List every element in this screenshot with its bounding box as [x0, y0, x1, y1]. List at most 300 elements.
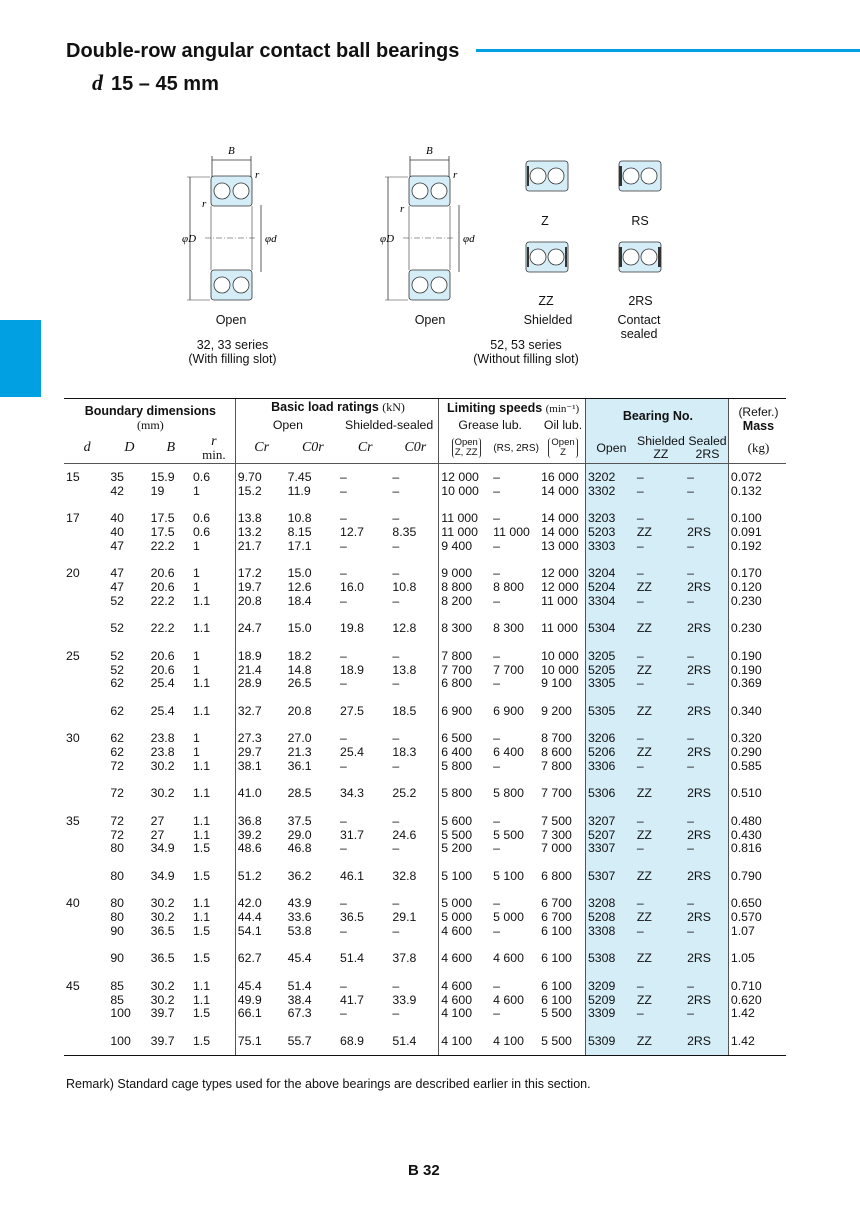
cell-cr: 19.7 — [235, 581, 285, 595]
cell-cr2: 27.5 — [340, 703, 364, 718]
cell-c0r: 15.0 — [287, 621, 312, 636]
cell-D: 80 — [110, 896, 125, 911]
cell-B: 36.5 — [150, 951, 175, 966]
cell-B: 34.9 — [150, 841, 175, 856]
table-row — [64, 732, 786, 746]
remark-text: Remark) Standard cage types used for the above bearings are described earlier in this section. — [66, 1077, 591, 1091]
cell-B: 30.2 — [150, 896, 175, 911]
table-row — [64, 581, 786, 595]
cell-c0r2: – — [392, 978, 400, 993]
cell-g1: 4 600 — [439, 980, 491, 994]
cell-cr2: 18.9 — [340, 662, 364, 677]
cell-g2: – — [493, 593, 501, 608]
cell-zz: ZZ — [635, 746, 685, 760]
table-row — [64, 512, 786, 526]
cell-D: 85 — [110, 978, 125, 993]
cell-c0r: 33.6 — [287, 910, 312, 924]
cell-cr2: 12.7 — [340, 525, 364, 539]
cell-c0r2: 8.35 — [392, 525, 417, 539]
table-row — [64, 746, 786, 760]
cell-zz: – — [635, 595, 685, 609]
cell-B: 23.8 — [150, 731, 175, 746]
cell-cr2: – — [340, 923, 347, 938]
cell-d — [64, 1007, 108, 1021]
table-row — [64, 980, 786, 994]
bearing-rs-icon — [618, 160, 663, 192]
table-row — [64, 677, 786, 691]
cell-zz: ZZ — [635, 994, 685, 1008]
cell-zz: – — [635, 567, 685, 581]
title-rule — [476, 49, 860, 52]
cell-oil: 14 000 — [541, 511, 579, 526]
cell-rs: – — [685, 760, 728, 774]
table-row — [64, 705, 786, 719]
cell-bn: 3308 — [585, 925, 634, 939]
cell-rs: 2RS — [685, 787, 728, 801]
cell-g2: – — [493, 813, 501, 828]
cell-D: 40 — [110, 511, 125, 526]
cell-B: 27 — [150, 813, 165, 828]
cell-rs: – — [685, 815, 728, 829]
cell-bn: 5306 — [585, 787, 634, 801]
cell-cr2: – — [340, 813, 347, 828]
bearing-zz-icon — [525, 241, 570, 273]
cell-D: 35 — [110, 470, 125, 484]
cell-zz: ZZ — [635, 870, 685, 884]
cell-zz: – — [635, 1007, 685, 1021]
cell-zz: – — [635, 512, 685, 526]
cell-cr2: – — [340, 593, 347, 608]
cell-cr: 24.7 — [235, 622, 285, 636]
cell-g2: 6 400 — [493, 745, 524, 759]
cell-cr: 62.7 — [235, 952, 285, 966]
cell-bn: 3302 — [585, 485, 634, 499]
cell-oil: 12 000 — [541, 566, 579, 581]
cell-d — [64, 787, 108, 801]
cell-g1: 6 900 — [439, 705, 491, 719]
cell-d: 20 — [66, 566, 80, 581]
cell-cr2: – — [340, 896, 347, 911]
cell-cr: 28.9 — [235, 677, 285, 691]
bearing-diagram-52-53 — [373, 140, 483, 310]
col-B: B — [149, 433, 191, 464]
cell-oil: 6 800 — [541, 868, 572, 883]
cell-mass: 0.192 — [728, 540, 786, 554]
cell-B: 30.2 — [150, 992, 175, 1007]
col-D: D — [108, 433, 148, 464]
cell-g1: 8 200 — [439, 595, 491, 609]
right-note-caption: (Without filling slot) — [473, 352, 579, 366]
cell-r: 1 — [192, 648, 200, 663]
table-row — [64, 622, 786, 636]
cell-c0r2: 10.8 — [392, 580, 417, 594]
left-open-caption: Open — [215, 313, 247, 327]
table-row — [64, 870, 786, 884]
cell-c0r2: 51.4 — [390, 1035, 438, 1055]
cell-zz: ZZ — [635, 705, 685, 719]
spacer-row — [64, 856, 786, 870]
open-subheader: Open — [235, 416, 338, 433]
cell-mass: 0.100 — [728, 512, 786, 526]
cell-g1: 10 000 — [439, 485, 491, 499]
spacer-row — [64, 966, 786, 980]
cell-c0r2: – — [392, 758, 400, 773]
cell-cr2: 41.7 — [340, 992, 364, 1007]
cell-cr2: – — [340, 648, 347, 663]
cell-cr2: 31.7 — [340, 827, 364, 842]
cell-zz: ZZ — [635, 787, 685, 801]
cell-zz: – — [635, 980, 685, 994]
cell-c0r: 20.8 — [287, 703, 312, 718]
cell-rs: – — [685, 485, 728, 499]
cell-mass: 0.620 — [728, 994, 786, 1008]
cell-oil: 5 500 — [539, 1035, 585, 1055]
cell-D: 85 — [110, 992, 125, 1007]
cell-zz: – — [635, 650, 685, 664]
cell-zz: – — [635, 485, 685, 499]
table-row — [64, 952, 786, 966]
cell-c0r2: – — [392, 1006, 400, 1021]
cell-c0r: 37.5 — [287, 813, 312, 828]
cell-cr: 13.8 — [235, 512, 285, 526]
cell-mass: 1.05 — [728, 952, 786, 966]
cell-bn: 3204 — [585, 567, 634, 581]
cell-cr2: – — [340, 483, 347, 498]
cell-mass: 0.230 — [728, 595, 786, 609]
cell-r: 1.1 — [192, 676, 211, 691]
cell-c0r2: – — [392, 511, 400, 526]
left-note-caption: (With filling slot) — [188, 352, 277, 366]
cell-bn: 5205 — [585, 664, 634, 678]
cell-B: 20.6 — [150, 648, 175, 663]
cell-mass: 0.790 — [728, 870, 786, 884]
cell-g2: 4 600 — [493, 992, 524, 1007]
col-speed-open-z: Open Z, ZZ — [439, 433, 491, 464]
col-speed-rs: (RS, 2RS) — [491, 433, 539, 464]
cell-r: 1.5 — [192, 841, 211, 856]
subtitle-symbol: d — [92, 70, 103, 95]
cell-mass: 0.510 — [728, 787, 786, 801]
cell-rs: – — [685, 732, 728, 746]
cell-oil: 10 000 — [541, 648, 579, 663]
spacer-row — [64, 884, 786, 898]
cell-d — [64, 760, 108, 774]
cell-g1: 4 100 — [439, 1007, 491, 1021]
cell-g2: – — [493, 978, 501, 993]
cell-zz: – — [635, 897, 685, 911]
cell-zz: – — [635, 815, 685, 829]
cell-c0r2: – — [392, 731, 400, 746]
table-row — [64, 1035, 786, 1055]
cell-d — [64, 622, 108, 636]
cell-mass: 0.320 — [728, 732, 786, 746]
cell-mass: 0.091 — [728, 526, 786, 540]
cell-oil: 11 000 — [541, 593, 578, 608]
cell-d — [64, 952, 108, 966]
cell-cr: 45.4 — [235, 980, 285, 994]
cell-D: 62 — [110, 745, 125, 759]
cell-oil: 6 100 — [541, 992, 572, 1007]
svg-text:φd: φd — [265, 233, 277, 245]
cell-rs: 2RS — [685, 705, 728, 719]
cell-zz: ZZ — [635, 829, 685, 843]
cell-g1: 8 800 — [439, 581, 491, 595]
cell-B: 30.2 — [150, 786, 175, 801]
cell-g2: – — [493, 896, 501, 911]
cell-bn: 5308 — [585, 952, 634, 966]
cell-g1: 5 000 — [439, 911, 491, 925]
cell-cr2: – — [340, 1006, 347, 1021]
cell-D: 62 — [110, 731, 125, 746]
cell-oil: 12 000 — [541, 580, 579, 594]
cell-rs: – — [685, 980, 728, 994]
table-row — [64, 760, 786, 774]
cell-oil: 7 700 — [541, 786, 572, 801]
cell-zz: – — [635, 732, 685, 746]
zz-caption: ZZ — [538, 294, 554, 308]
cell-zz: ZZ — [635, 664, 685, 678]
cell-cr: 29.7 — [235, 746, 285, 760]
table-row — [64, 829, 786, 843]
cell-oil: 9 100 — [541, 676, 572, 691]
cell-c0r2: – — [392, 483, 400, 498]
svg-text:r: r — [453, 169, 458, 181]
cell-cr: 21.4 — [235, 664, 285, 678]
col-c0r-shielded: C0r — [390, 433, 438, 464]
cell-rs: 2RS — [685, 870, 728, 884]
cell-mass: 0.290 — [728, 746, 786, 760]
table-row — [64, 787, 786, 801]
cell-oil: 6 700 — [541, 910, 572, 924]
cell-c0r: 18.4 — [287, 593, 312, 608]
cell-g2: 5 100 — [493, 868, 524, 883]
cell-c0r2: 13.8 — [392, 662, 417, 677]
col-mass-unit: (kg) — [728, 433, 786, 464]
cell-g1: 6 800 — [439, 677, 491, 691]
cell-c0r: 26.5 — [287, 676, 312, 691]
cell-mass: 0.650 — [728, 897, 786, 911]
cell-c0r2: – — [392, 841, 400, 856]
cell-g1: 5 100 — [439, 870, 491, 884]
cell-r: 1.5 — [192, 951, 211, 966]
cell-bn: 3309 — [585, 1007, 634, 1021]
shielded-sealed-subheader: Shielded-sealed — [345, 417, 434, 432]
cell-d — [64, 911, 108, 925]
section-tab — [0, 320, 41, 397]
cell-oil: 7 300 — [541, 827, 572, 842]
cell-oil: 8 600 — [541, 745, 572, 759]
cell-d — [64, 1035, 108, 1055]
cell-g1: 5 800 — [439, 760, 491, 774]
table-body — [64, 464, 786, 1056]
page-subtitle — [92, 70, 219, 96]
spacer-row — [64, 719, 786, 733]
rs-caption: RS — [631, 214, 649, 228]
cell-rs: – — [685, 925, 728, 939]
cell-cr2: 46.1 — [340, 868, 364, 883]
table-row — [64, 567, 786, 581]
cell-cr2: – — [340, 731, 347, 746]
dim-B-label: B — [228, 145, 235, 157]
cell-d — [64, 664, 108, 678]
svg-text:φD: φD — [380, 233, 395, 245]
cell-B: 34.9 — [150, 868, 175, 883]
cell-r: 1 — [192, 538, 200, 553]
table-row — [64, 526, 786, 540]
svg-text:φD: φD — [182, 233, 197, 245]
cell-rs: 2RS — [685, 911, 728, 925]
col-d: d — [64, 433, 108, 464]
z-caption: Z — [541, 214, 549, 228]
cell-d — [64, 485, 108, 499]
col-bn-open: Open — [585, 433, 634, 464]
2rs-sub1-caption: Contact — [617, 313, 661, 327]
table-row — [64, 664, 786, 678]
cell-cr: 20.8 — [235, 595, 285, 609]
cell-B: 27 — [150, 827, 165, 842]
cell-g1: 7 800 — [439, 650, 491, 664]
cell-bn: 3203 — [585, 512, 634, 526]
cell-g1: 5 000 — [439, 897, 491, 911]
cell-cr: 38.1 — [235, 760, 285, 774]
cell-cr2: – — [340, 758, 347, 773]
cell-D: 52 — [110, 593, 125, 608]
cell-B: 23.8 — [150, 745, 175, 759]
cell-D: 90 — [110, 923, 125, 938]
cell-oil: 16 000 — [541, 470, 579, 484]
cell-c0r2: – — [392, 593, 400, 608]
cell-B: 20.6 — [150, 566, 175, 581]
cell-oil: 8 700 — [541, 731, 572, 746]
cell-cr: 75.1 — [235, 1035, 285, 1055]
page-title: Double-row angular contact ball bearings — [66, 40, 460, 62]
svg-text:r: r — [202, 198, 207, 210]
cell-cr2: 25.4 — [340, 745, 364, 759]
cell-g1: 11 000 — [439, 512, 491, 526]
cell-g1: 4 600 — [439, 994, 491, 1008]
cell-c0r: 14.8 — [287, 662, 312, 677]
col-cr: Cr — [235, 433, 285, 464]
cell-B: 30.2 — [150, 910, 175, 924]
cell-c0r2: 24.6 — [392, 827, 417, 842]
cell-c0r2: – — [392, 896, 400, 911]
cell-rs: – — [685, 567, 728, 581]
cell-cr: 39.2 — [235, 829, 285, 843]
cell-c0r: 18.2 — [287, 648, 312, 663]
cell-r: 1.5 — [192, 868, 211, 883]
left-series-caption: 32, 33 series — [196, 338, 269, 352]
cell-g1: 4 100 — [439, 1035, 491, 1055]
cell-g2: 8 800 — [493, 580, 524, 594]
cell-r: 1.1 — [192, 621, 211, 636]
cell-rs: 2RS — [685, 829, 728, 843]
cell-zz: – — [635, 925, 685, 939]
cell-c0r2: 18.3 — [392, 745, 417, 759]
cell-g2: – — [493, 923, 501, 938]
cell-g1: 4 600 — [439, 952, 491, 966]
cell-bn: 5307 — [585, 870, 634, 884]
cell-cr: 66.1 — [235, 1007, 285, 1021]
cell-rs: – — [685, 512, 728, 526]
cell-bn: 3208 — [585, 897, 634, 911]
cell-oil: 6 100 — [541, 978, 572, 993]
cell-g2: – — [493, 1006, 501, 1021]
cell-r: 1.5 — [192, 923, 211, 938]
cell-bn: 3207 — [585, 815, 634, 829]
cell-mass: 0.072 — [728, 471, 786, 485]
cell-g1: 9 400 — [439, 540, 491, 554]
cell-r: 1 — [192, 731, 200, 746]
cell-c0r2: 18.5 — [392, 703, 417, 718]
cell-r: 1.1 — [192, 703, 211, 718]
cell-D: 52 — [110, 621, 125, 636]
cell-cr2: – — [340, 538, 347, 553]
cell-r: 1 — [192, 566, 200, 581]
cell-cr: 15.2 — [235, 485, 285, 499]
cell-g2: – — [493, 538, 501, 553]
cell-bn: 3303 — [585, 540, 634, 554]
cell-r: 1.5 — [192, 1006, 211, 1021]
table-row — [64, 595, 786, 609]
mass-header: (Refer.) Mass — [728, 399, 786, 434]
cell-mass: 0.230 — [728, 622, 786, 636]
table-row — [64, 994, 786, 1008]
cell-g2: – — [493, 566, 501, 581]
spacer-row — [64, 939, 786, 953]
cell-d — [64, 705, 108, 719]
cell-bn: 3307 — [585, 842, 634, 856]
cell-cr: 48.6 — [235, 842, 285, 856]
cell-g1: 9 000 — [439, 567, 491, 581]
cell-c0r2: 37.8 — [392, 951, 417, 966]
cell-cr2: 68.9 — [338, 1035, 390, 1055]
cell-zz: – — [635, 677, 685, 691]
cell-d: 25 — [66, 648, 80, 663]
cell-bn: 5207 — [585, 829, 634, 843]
cell-c0r2: – — [392, 923, 400, 938]
cell-B: 17.5 — [150, 525, 175, 539]
cell-c0r: 45.4 — [287, 951, 312, 966]
cell-cr2: – — [340, 841, 347, 856]
cell-cr: 49.9 — [235, 994, 285, 1008]
cell-c0r2: – — [392, 813, 400, 828]
cell-mass: 0.570 — [728, 911, 786, 925]
cell-c0r: 43.9 — [287, 896, 312, 911]
cell-r: 0.6 — [192, 525, 211, 539]
cell-g1: 11 000 — [439, 526, 491, 540]
cell-c0r: 15.0 — [287, 566, 312, 581]
cell-oil: 7 000 — [541, 841, 572, 856]
cell-rs: – — [685, 540, 728, 554]
cell-D: 47 — [110, 566, 125, 581]
cell-oil: 11 000 — [541, 621, 578, 636]
cell-zz: ZZ — [635, 952, 685, 966]
cell-bn: 3209 — [585, 980, 634, 994]
cell-zz: – — [635, 540, 685, 554]
cell-B: 30.2 — [150, 978, 175, 993]
table-row — [64, 1007, 786, 1021]
cell-mass: 0.190 — [728, 650, 786, 664]
cell-B: 30.2 — [150, 758, 175, 773]
cell-g2: – — [493, 676, 501, 691]
cell-c0r2: 12.8 — [392, 621, 417, 636]
cell-cr: 13.2 — [235, 526, 285, 540]
cell-r: 1 — [192, 580, 200, 594]
cell-bn: 5203 — [585, 526, 634, 540]
cell-rs: 2RS — [685, 994, 728, 1008]
cell-g2: 5 000 — [493, 910, 524, 924]
cell-d: 45 — [66, 978, 80, 993]
